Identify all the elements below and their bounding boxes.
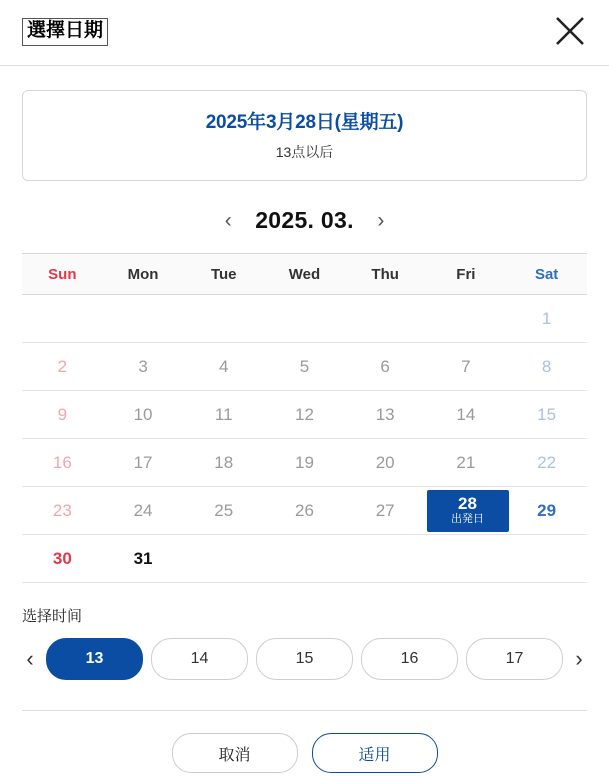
- calendar-day-11: 11: [183, 391, 264, 439]
- calendar-day-31[interactable]: 31: [103, 535, 184, 583]
- current-month-label: 2025. 03.: [255, 206, 354, 233]
- calendar-week-row: [22, 439, 587, 487]
- time-next-icon[interactable]: ›: [575, 646, 583, 671]
- cancel-button[interactable]: 取消: [172, 733, 298, 773]
- calendar-day-2: 2: [22, 343, 103, 391]
- calendar-day-22: 22: [506, 439, 587, 487]
- calendar-day-16: 16: [22, 439, 103, 487]
- calendar-day-1: 1: [506, 295, 587, 343]
- calendar-weekday-header: [22, 254, 587, 295]
- apply-button[interactable]: 适用: [312, 733, 438, 773]
- close-icon[interactable]: [551, 12, 589, 50]
- calendar-day-18: 18: [183, 439, 264, 487]
- calendar-week-row: [22, 487, 587, 535]
- calendar-day-21: 21: [426, 439, 507, 487]
- chevron-left-icon[interactable]: ‹: [224, 208, 232, 232]
- weekday-fri: Fri: [426, 254, 507, 295]
- selected-date-summary: [22, 90, 587, 181]
- dialog-header: [0, 0, 609, 66]
- summary-time-note: 13点以后: [275, 144, 334, 160]
- time-option-16[interactable]: 16: [361, 638, 458, 680]
- dialog-body: [0, 90, 609, 773]
- weekday-thu: Thu: [345, 254, 426, 295]
- calendar-day-20: 20: [345, 439, 426, 487]
- time-option-17[interactable]: 17: [466, 638, 563, 680]
- calendar-day-9: 9: [22, 391, 103, 439]
- calendar-cell-empty: [22, 295, 103, 343]
- calendar-day-24: 24: [103, 487, 184, 535]
- calendar-day-15: 15: [506, 391, 587, 439]
- calendar-cell-empty: [103, 295, 184, 343]
- calendar-week-row: [22, 343, 587, 391]
- calendar-cell-empty: [345, 535, 426, 583]
- calendar-cell-empty: [426, 295, 507, 343]
- calendar-grid: [22, 253, 587, 583]
- calendar-day-14: 14: [426, 391, 507, 439]
- summary-date-text: 2025年3月28日(星期五): [205, 112, 404, 133]
- calendar-day-17: 17: [103, 439, 184, 487]
- calendar-cell-empty: [426, 535, 507, 583]
- calendar-day-13: 13: [345, 391, 426, 439]
- time-option-15[interactable]: 15: [256, 638, 353, 680]
- weekday-wed: Wed: [264, 254, 345, 295]
- weekday-tue: Tue: [183, 254, 264, 295]
- calendar-day-23: 23: [22, 487, 103, 535]
- calendar-cell-empty: [183, 295, 264, 343]
- calendar-cell-empty: [264, 535, 345, 583]
- calendar-cell-empty: [183, 535, 264, 583]
- calendar-cell-empty: [264, 295, 345, 343]
- chevron-right-icon[interactable]: ›: [377, 208, 385, 232]
- time-picker-label: 选择时间: [22, 608, 83, 625]
- calendar-day-19: 19: [264, 439, 345, 487]
- calendar-day-12: 12: [264, 391, 345, 439]
- calendar-day-8: 8: [506, 343, 587, 391]
- calendar-day-29[interactable]: 29: [506, 487, 587, 535]
- calendar-day-4: 4: [183, 343, 264, 391]
- calendar-week-row: [22, 535, 587, 583]
- time-option-14[interactable]: 14: [151, 638, 248, 680]
- time-prev-icon[interactable]: ‹: [26, 646, 34, 671]
- calendar-day-10: 10: [103, 391, 184, 439]
- calendar-cell-empty: [506, 535, 587, 583]
- calendar-day-7: 7: [426, 343, 507, 391]
- selected-day-number: 28: [458, 494, 477, 514]
- selected-day-tag: 出発日: [451, 513, 485, 526]
- calendar-day-3: 3: [103, 343, 184, 391]
- calendar-day-30[interactable]: 30: [22, 535, 103, 583]
- calendar-body: [22, 295, 587, 583]
- calendar-day-selected[interactable]: [426, 487, 507, 535]
- time-picker: [22, 638, 587, 680]
- time-option-13[interactable]: 13: [46, 638, 143, 680]
- calendar-day-27: 27: [345, 487, 426, 535]
- weekday-sat: Sat: [506, 254, 587, 295]
- page-title: 選擇日期: [22, 18, 108, 46]
- calendar-day-5: 5: [264, 343, 345, 391]
- calendar-day-25: 25: [183, 487, 264, 535]
- weekday-mon: Mon: [103, 254, 184, 295]
- calendar-cell-empty: [345, 295, 426, 343]
- calendar-week-row: [22, 391, 587, 439]
- month-navigation: [22, 203, 587, 237]
- calendar-week-row: [22, 295, 587, 343]
- weekday-sun: Sun: [22, 254, 103, 295]
- selected-day-badge: [427, 490, 509, 532]
- dialog-footer: [22, 710, 587, 773]
- calendar-day-6: 6: [345, 343, 426, 391]
- calendar-day-26: 26: [264, 487, 345, 535]
